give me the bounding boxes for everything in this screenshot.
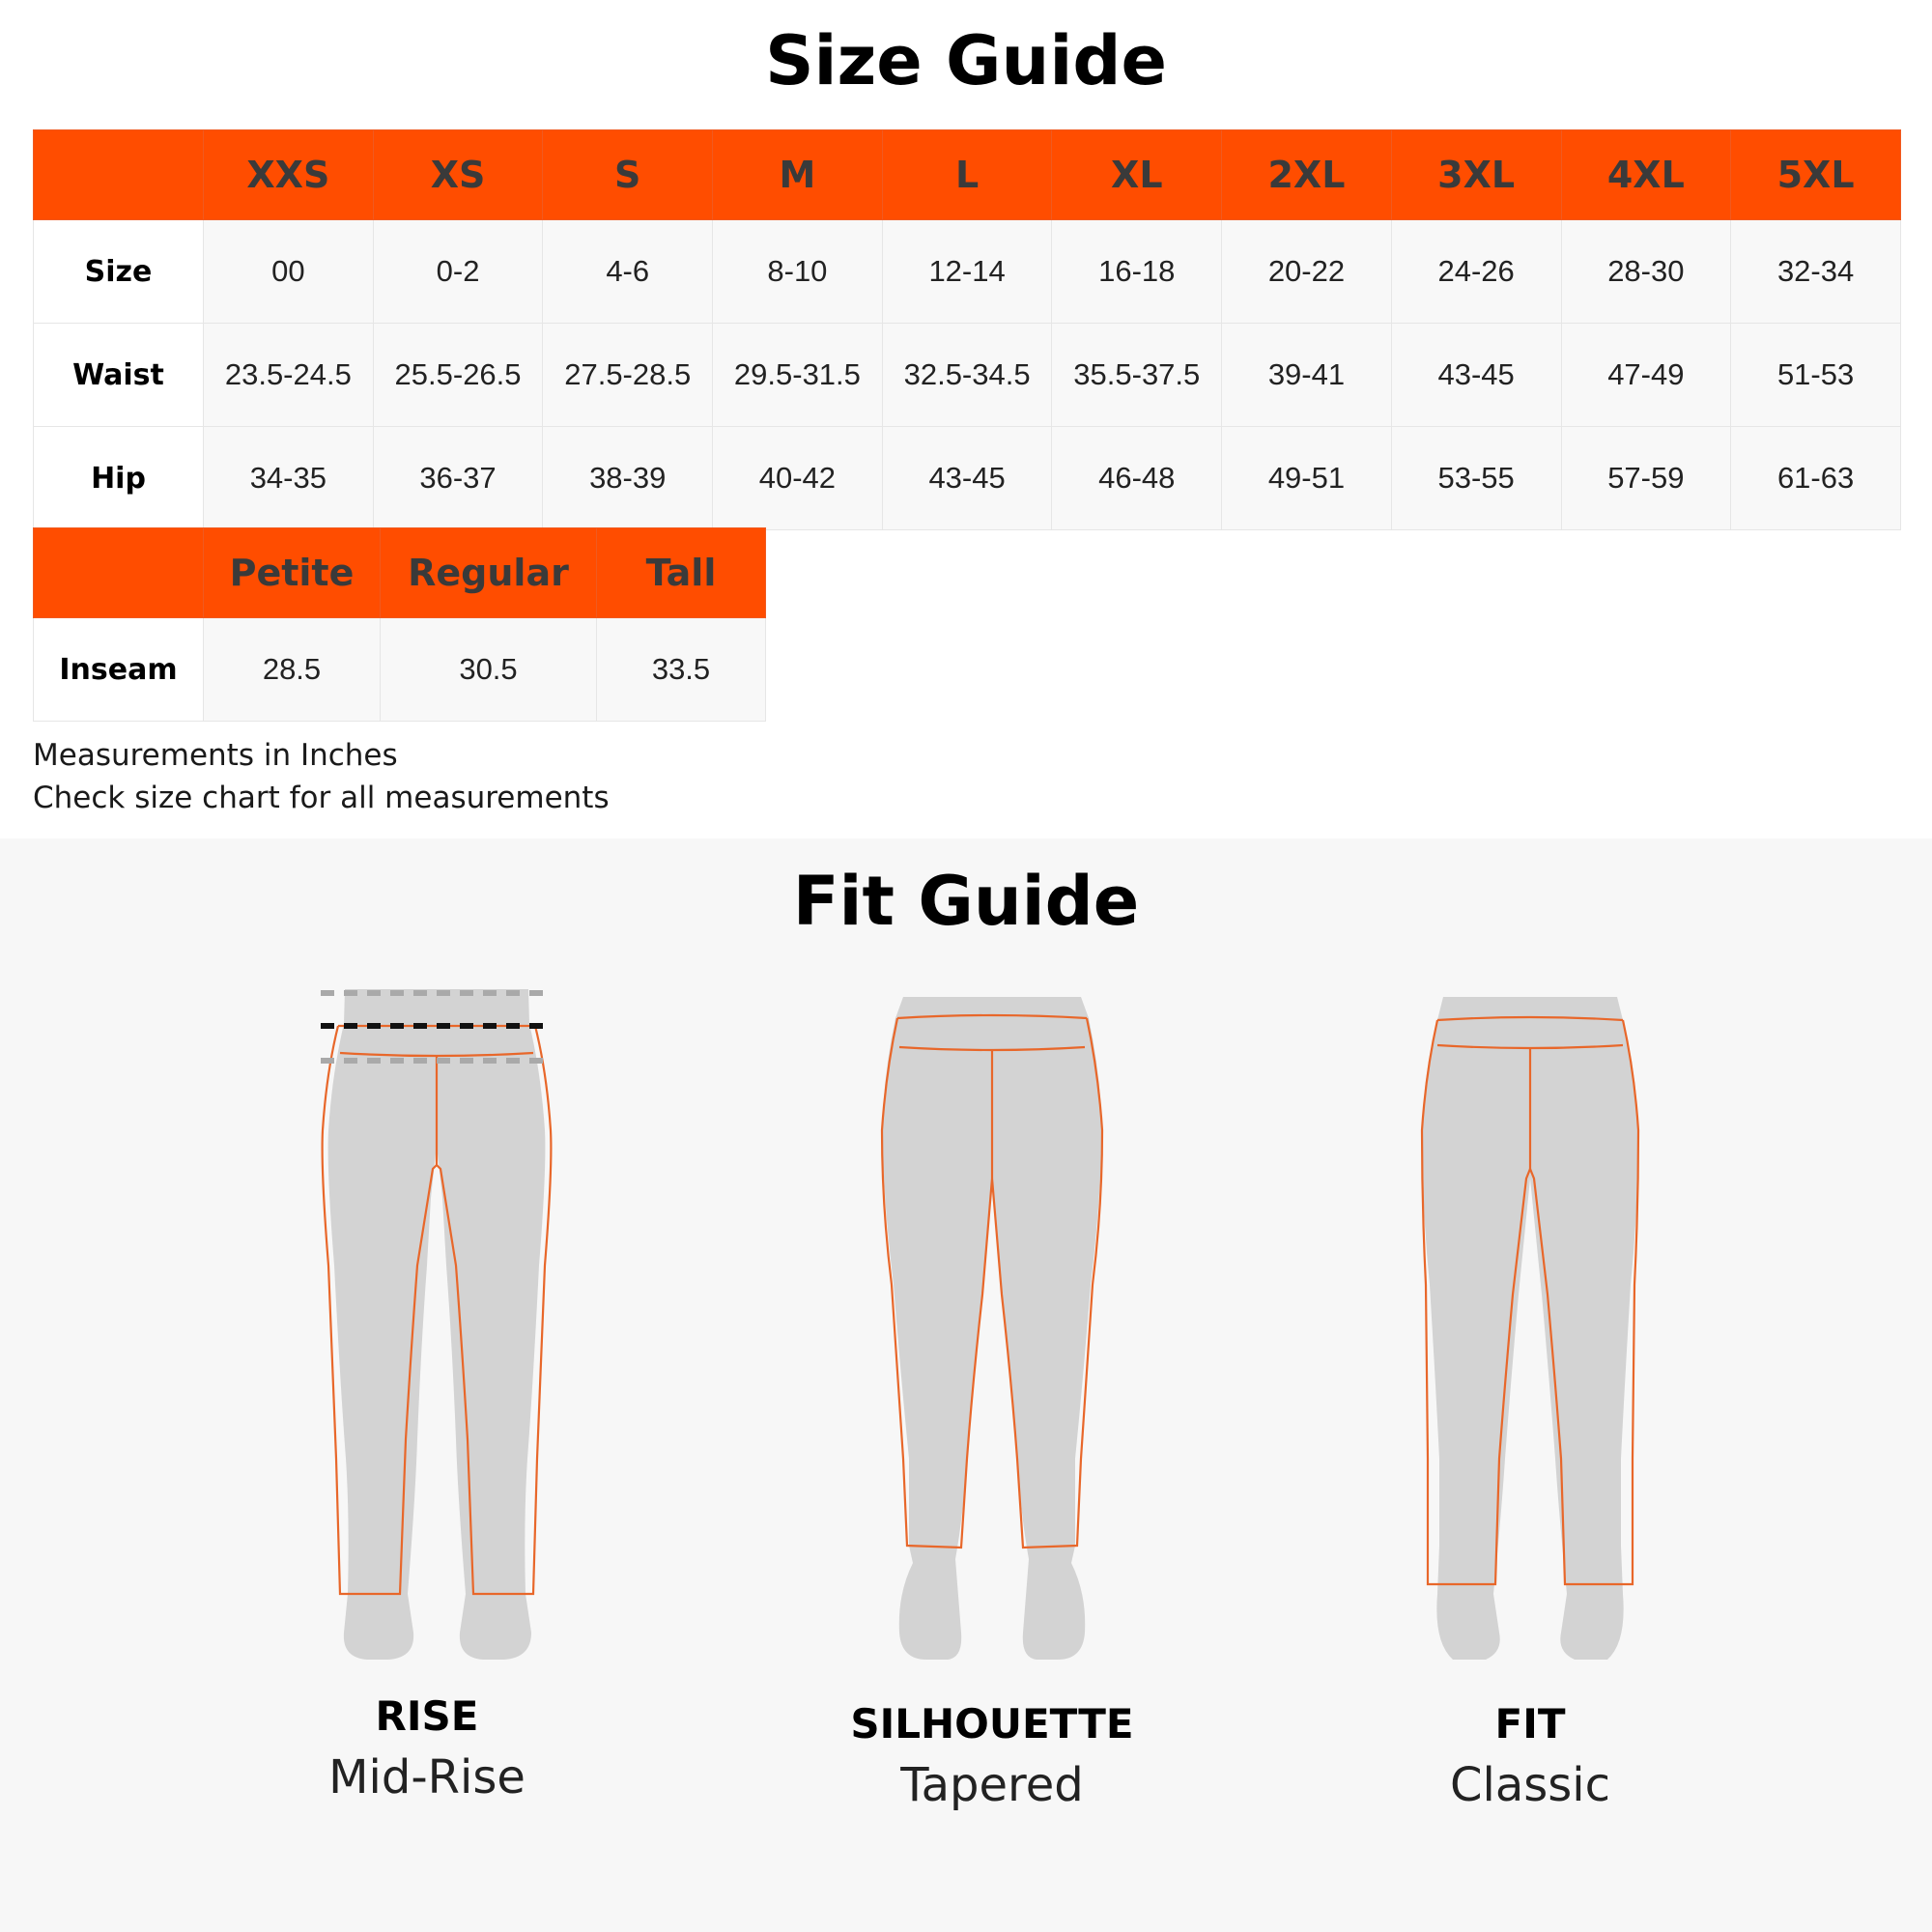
fit-label: FIT [1494, 1700, 1566, 1747]
table-cell: 23.5-24.5 [204, 324, 374, 427]
table-cell: 32.5-34.5 [882, 324, 1052, 427]
size-header-cell: M [713, 130, 883, 220]
classic-fit-pants-icon [1385, 976, 1675, 1671]
size-chart-note: Check size chart for all measurements [33, 781, 610, 815]
size-header-cell: 2XL [1222, 130, 1392, 220]
table-cell: 43-45 [1391, 324, 1561, 427]
table-cell: 34-35 [204, 427, 374, 530]
table-cell: 25.5-26.5 [373, 324, 543, 427]
silhouette-value: Tapered [900, 1758, 1084, 1812]
rise-value: Mid-Rise [328, 1750, 526, 1804]
table-cell: 28-30 [1561, 220, 1731, 324]
table-cell: 51-53 [1731, 324, 1901, 427]
table-row-hip [34, 427, 1901, 530]
table-cell: 32-34 [1731, 220, 1901, 324]
table-cell: 20-22 [1222, 220, 1392, 324]
measurement-units-note: Measurements in Inches [33, 738, 398, 773]
table-cell: 30.5 [381, 618, 597, 722]
size-header-cell: XXS [204, 130, 374, 220]
size-table [33, 129, 1901, 530]
table-cell: 61-63 [1731, 427, 1901, 530]
table-cell: 00 [204, 220, 374, 324]
inseam-header-corner [34, 528, 204, 618]
table-cell: 43-45 [882, 427, 1052, 530]
fit-guide-title: Fit Guide [792, 862, 1140, 941]
table-cell: 47-49 [1561, 324, 1731, 427]
size-header-cell: S [543, 130, 713, 220]
table-cell: 57-59 [1561, 427, 1731, 530]
table-cell: 0-2 [373, 220, 543, 324]
inseam-header-row [34, 528, 766, 618]
tapered-pants-icon [847, 976, 1137, 1671]
size-header-cell: L [882, 130, 1052, 220]
table-cell: 36-37 [373, 427, 543, 530]
table-cell: 40-42 [713, 427, 883, 530]
size-header-cell: XL [1052, 130, 1222, 220]
inseam-header-cell: Tall [597, 528, 766, 618]
table-cell: 46-48 [1052, 427, 1222, 530]
table-row-size [34, 220, 1901, 324]
table-cell: 35.5-37.5 [1052, 324, 1222, 427]
table-cell: 24-26 [1391, 220, 1561, 324]
table-cell: 53-55 [1391, 427, 1561, 530]
mid-rise-pants-icon [292, 976, 582, 1671]
table-row-waist [34, 324, 1901, 427]
silhouette-label: SILHOUETTE [850, 1700, 1134, 1747]
table-cell: 33.5 [597, 618, 766, 722]
table-cell: 12-14 [882, 220, 1052, 324]
table-row-inseam [34, 618, 766, 722]
inseam-header-cell: Regular [381, 528, 597, 618]
table-cell: 38-39 [543, 427, 713, 530]
row-label: Inseam [34, 618, 204, 722]
inseam-header-cell: Petite [204, 528, 381, 618]
row-label: Hip [34, 427, 204, 530]
rise-label: RISE [375, 1692, 479, 1740]
size-header-corner [34, 130, 204, 220]
size-header-cell: 5XL [1731, 130, 1901, 220]
table-cell: 39-41 [1222, 324, 1392, 427]
table-cell: 27.5-28.5 [543, 324, 713, 427]
size-header-cell: 3XL [1391, 130, 1561, 220]
inseam-table [33, 527, 766, 722]
table-cell: 16-18 [1052, 220, 1222, 324]
row-label: Waist [34, 324, 204, 427]
table-cell: 28.5 [204, 618, 381, 722]
size-guide-title: Size Guide [765, 21, 1167, 100]
table-cell: 49-51 [1222, 427, 1392, 530]
size-header-cell: XS [373, 130, 543, 220]
size-header-cell: 4XL [1561, 130, 1731, 220]
table-cell: 8-10 [713, 220, 883, 324]
table-cell: 29.5-31.5 [713, 324, 883, 427]
size-header-row [34, 130, 1901, 220]
table-cell: 4-6 [543, 220, 713, 324]
row-label: Size [34, 220, 204, 324]
fit-value: Classic [1449, 1758, 1610, 1812]
